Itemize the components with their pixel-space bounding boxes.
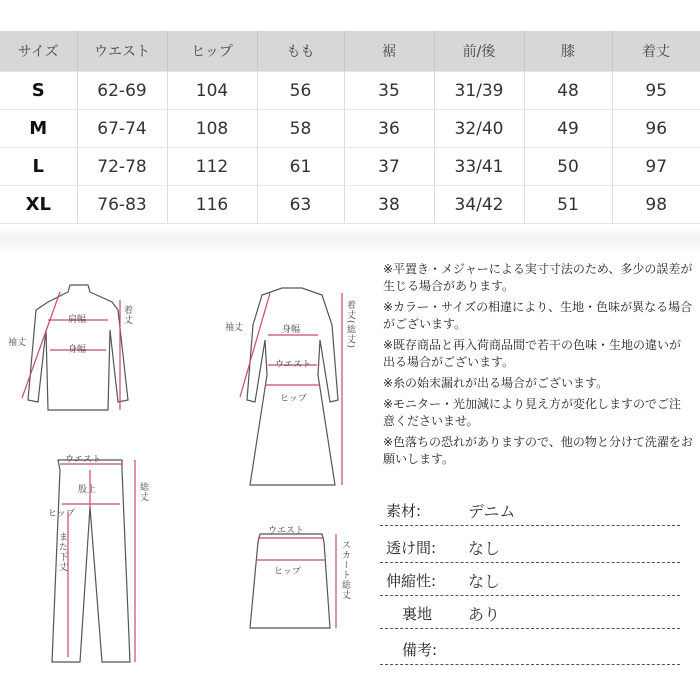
pants-inseam-label: また下丈 [57, 532, 67, 572]
size-table [0, 31, 700, 224]
size-value-cell: 51 [524, 186, 612, 224]
note-item: ※糸の始末漏れが出る場合がございます。 [383, 376, 609, 390]
dress-length-label: 着丈(総丈) [345, 300, 355, 350]
size-value-cell: 95 [612, 72, 700, 110]
spec-material [380, 495, 680, 526]
size-value-cell: 48 [524, 72, 612, 110]
spec-value: なし [468, 572, 501, 591]
spec-value: なし [468, 539, 501, 558]
section-divider [0, 225, 700, 253]
size-value-cell: 50 [524, 148, 612, 186]
jacket-sleeve-label: 袖丈 [8, 338, 27, 348]
spec-stretch [380, 565, 680, 596]
size-value-cell: 35 [344, 72, 434, 110]
size-value-cell: 34/42 [434, 186, 524, 224]
size-value-cell: 72-78 [77, 148, 167, 186]
pants-total-label: 総丈 [138, 482, 148, 502]
size-value-cell: 67-74 [77, 110, 167, 148]
size-table-row [0, 72, 700, 110]
size-value-cell: 116 [167, 186, 257, 224]
dress-chest-label: 身幅 [282, 325, 301, 335]
size-table-header-cell: ヒップ [167, 31, 257, 72]
notes-list [383, 261, 693, 472]
spec-transparency [380, 532, 680, 563]
note-item: ※既存商品と再入荷商品間で若干の色味・生地の違いが出る場合がございます。 [383, 338, 682, 369]
size-label-cell: XL [0, 186, 77, 224]
size-table-header-cell: 着丈 [612, 31, 700, 72]
pants-diagram [40, 452, 150, 667]
skirt-hip-label: ヒップ [274, 567, 301, 577]
size-value-cell: 104 [167, 72, 257, 110]
pants-rise-label: 股上 [78, 485, 97, 495]
pants-hip-label: ヒップ [48, 509, 75, 519]
spec-value: あり [468, 605, 501, 624]
skirt-waist-label: ウエスト [268, 526, 305, 536]
size-value-cell: 98 [612, 186, 700, 224]
size-table-header-row [0, 31, 700, 72]
size-label-cell: L [0, 148, 77, 186]
spec-lining [380, 598, 680, 629]
note-item: ※カラー・サイズの相違により、生地・色味が異なる場合がございます。 [383, 300, 693, 331]
size-value-cell: 61 [257, 148, 344, 186]
dress-hip-label: ヒップ [280, 394, 307, 404]
note-item: ※平置き・メジャーによる実寸寸法のため、多少の誤差が生じる場合があります。 [383, 262, 693, 293]
size-value-cell: 49 [524, 110, 612, 148]
size-value-cell: 97 [612, 148, 700, 186]
size-table-header-cell: もも [257, 31, 344, 72]
size-value-cell: 37 [344, 148, 434, 186]
size-value-cell: 112 [167, 148, 257, 186]
jacket-diagram [0, 280, 150, 420]
dress-diagram [220, 285, 365, 495]
size-table-header-cell: サイズ [0, 31, 77, 72]
size-value-cell: 36 [344, 110, 434, 148]
spec-label: 備考: [402, 641, 438, 659]
jacket-length-label: 着丈 [122, 305, 132, 325]
size-value-cell: 96 [612, 110, 700, 148]
spec-value: デニム [468, 502, 516, 521]
size-value-cell: 56 [257, 72, 344, 110]
spec-label: 透け間: [386, 539, 437, 557]
size-value-cell: 58 [257, 110, 344, 148]
size-table-row [0, 110, 700, 148]
jacket-chest-label: 身幅 [68, 345, 87, 355]
size-label-cell: S [0, 72, 77, 110]
size-value-cell: 63 [257, 186, 344, 224]
spec-remarks [380, 634, 680, 665]
size-value-cell: 33/41 [434, 148, 524, 186]
size-table-row [0, 186, 700, 224]
spec-label: 素材: [386, 502, 422, 520]
size-table-row [0, 148, 700, 186]
skirt-diagram [240, 520, 360, 635]
size-table-header-cell: 膝 [524, 31, 612, 72]
jacket-shoulder-label: 肩幅 [68, 315, 87, 325]
note-item: ※色落ちの恐れがありますので、他の物と分けて洗濯をお願いします。 [383, 435, 693, 466]
size-value-cell: 32/40 [434, 110, 524, 148]
note-item: ※モニター・光加減により見え方が変化しますのでご注意くださいませ。 [383, 397, 682, 428]
size-value-cell: 108 [167, 110, 257, 148]
dress-sleeve-label: 袖丈 [225, 323, 244, 333]
skirt-length-label: スカート総丈 [340, 540, 350, 600]
size-table-header-cell: 前/後 [434, 31, 524, 72]
size-value-cell: 31/39 [434, 72, 524, 110]
size-value-cell: 62-69 [77, 72, 167, 110]
size-table-header-cell: 裾 [344, 31, 434, 72]
pants-waist-label: ウエスト [65, 455, 102, 465]
size-label-cell: M [0, 110, 77, 148]
dress-waist-label: ウエスト [275, 360, 312, 370]
spec-label: 伸縮性: [386, 572, 437, 590]
size-value-cell: 76-83 [77, 186, 167, 224]
spec-label: 裏地 [402, 605, 433, 623]
size-table-header-cell: ウエスト [77, 31, 167, 72]
size-value-cell: 38 [344, 186, 434, 224]
